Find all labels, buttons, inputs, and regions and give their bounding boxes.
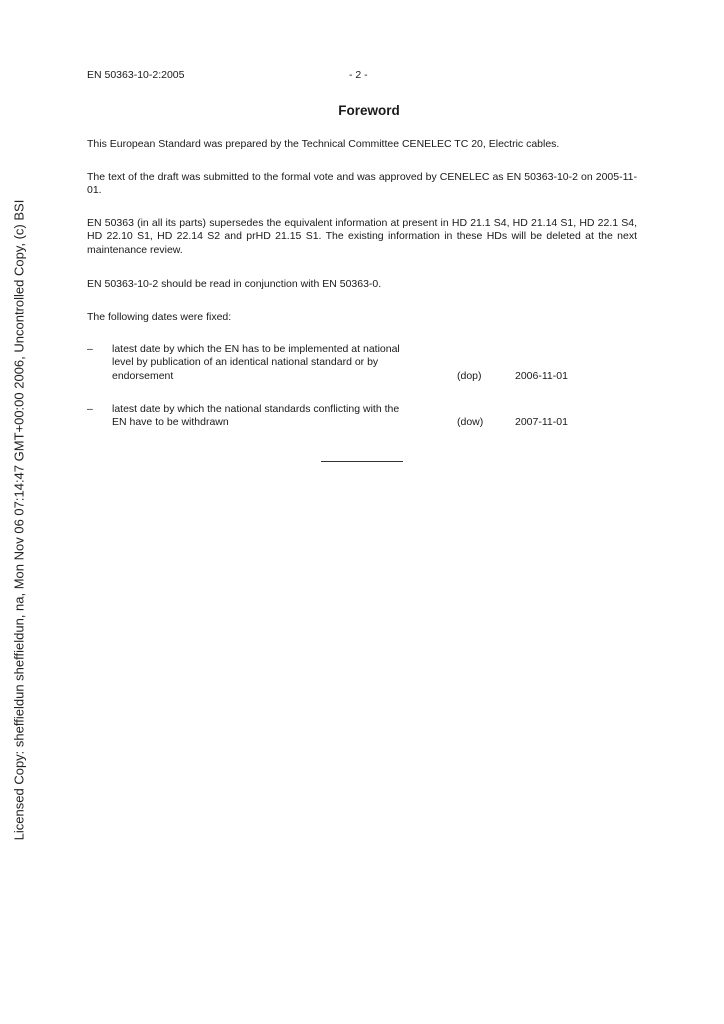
- paragraph-committee: This European Standard was prepared by the Technical Committee CENELEC TC 20, Electric cables.: [87, 138, 560, 150]
- list-item-dow-description: latest date by which the national standards conflicting with the EN have to be withdrawn: [112, 403, 400, 429]
- list-item-dop-code: (dop): [457, 370, 482, 382]
- end-divider: [321, 461, 403, 462]
- license-watermark-text: Licensed Copy: sheffieldun sheffieldun, na, Mon Nov 06 07:14:47 GMT+00:00 2006, Uncontrolled Copy, (c) BSI: [11, 199, 27, 841]
- paragraph-approval: The text of the draft was submitted to the formal vote and was approved by CENELEC as EN 50363-10-2 on 2005-11-01.: [87, 171, 637, 197]
- list-item-dow-date: 2007-11-01: [515, 416, 568, 428]
- list-item-dow-code: (dow): [457, 416, 484, 428]
- paragraph-dates-intro: The following dates were fixed:: [87, 311, 232, 323]
- page-title: Foreword: [338, 103, 400, 118]
- paragraph-supersedes: EN 50363 (in all its parts) supersedes the equivalent information at present in HD 21.1 S4, HD 21.14 S1, HD 22.1 S4, HD 22.10 S1, HD 22.14 S2 and prHD 21.15 S1. The existing information in these HDs will be deleted at the next maintenance review.: [87, 217, 637, 256]
- list-item-dop-date: 2006-11-01: [515, 370, 568, 382]
- list-item-dash: –: [87, 343, 93, 355]
- paragraph-conjunction: EN 50363-10-2 should be read in conjunction with EN 50363-0.: [87, 278, 382, 290]
- list-item-dash: –: [87, 403, 93, 415]
- list-item-dop-description: latest date by which the EN has to be implemented at national level by publication of an identical national standard or by endorsement: [112, 343, 400, 382]
- header-page-number: - 2 -: [349, 69, 368, 81]
- header-doc-id: EN 50363-10-2:2005: [87, 69, 185, 81]
